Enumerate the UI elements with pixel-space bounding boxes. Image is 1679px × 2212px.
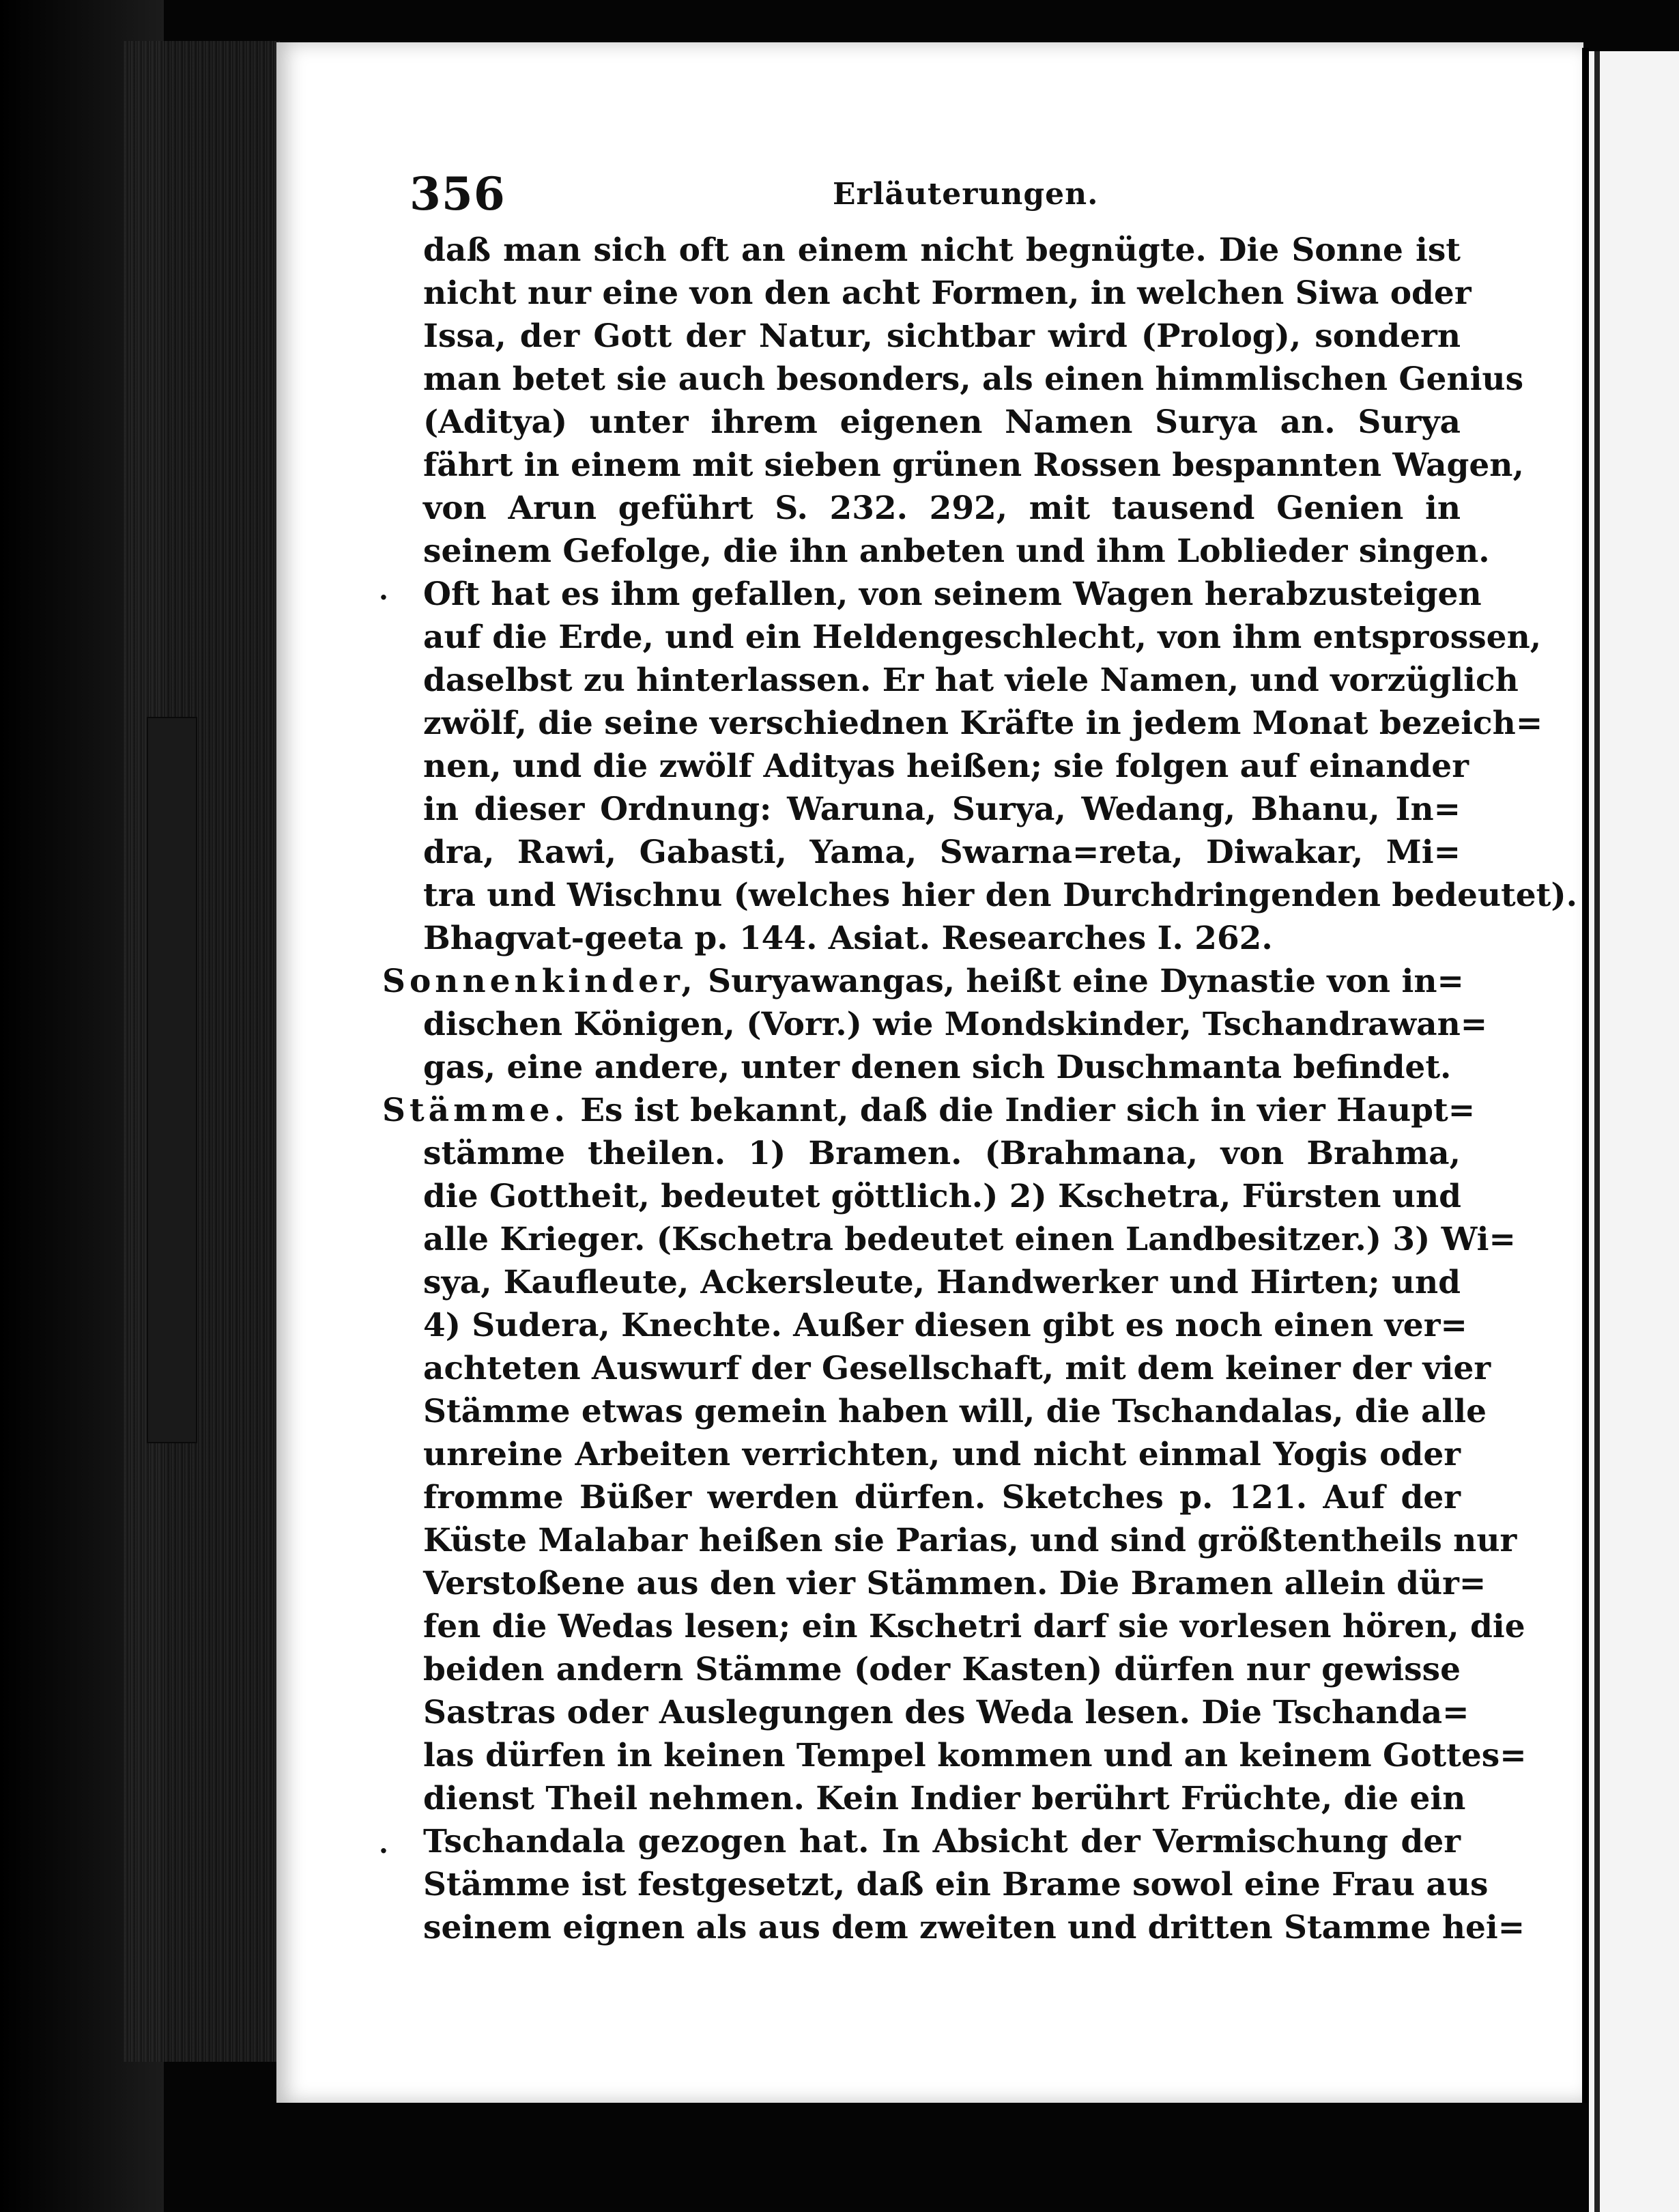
- text-line: [382, 1089, 1476, 1132]
- running-head: Erläuterungen.: [833, 177, 1099, 212]
- text-line: unreine Arbeiten verrichten, und nicht einmal Yogis oder: [423, 1436, 1461, 1473]
- page-number: 356: [410, 167, 506, 221]
- text-line: Bhagvat-geeta p. 144. Asiat. Researches I. 262.: [423, 920, 1273, 957]
- entry-term: Sonnenkinder,: [382, 963, 697, 1000]
- text-line: auf die Erde, und ein Heldengeschlecht, von ihm entsprossen,: [423, 619, 1542, 656]
- text-line: fromme Büßer werden dürfen. Sketches p. 121. Auf der: [423, 1479, 1461, 1516]
- text-line: dischen Königen, (Vorr.) wie Mondskinder, Tschandrawan=: [423, 1006, 1488, 1043]
- text-line: man betet sie auch besonders, als einen himmlischen Genius: [423, 360, 1524, 398]
- margin-dot: ·: [379, 1835, 388, 1867]
- text-line: (Aditya) unter ihrem eigenen Namen Surya an. Surya: [423, 403, 1461, 441]
- text-line: von Arun geführt S. 232. 292, mit tausend Genien in: [423, 490, 1461, 527]
- text-line: fen die Wedas lesen; ein Kschetri darf sie vorlesen hören, die: [423, 1608, 1525, 1645]
- text-line: daselbst zu hinterlassen. Er hat viele Namen, und vorzüglich: [423, 662, 1519, 699]
- facing-page-shadow: [1594, 51, 1600, 2212]
- text-line: dra, Rawi, Gabasti, Yama, Swarna=reta, Diwakar, Mi=: [423, 834, 1461, 871]
- text-line: Verstoßene aus den vier Stämmen. Die Bramen allein dür=: [423, 1565, 1487, 1602]
- text-line: seinem Gefolge, die ihn anbeten und ihm Loblieder singen.: [423, 533, 1490, 570]
- page-body-text: [382, 229, 1577, 1949]
- text-line: Sastras oder Auslegungen des Weda lesen. Die Tschanda=: [423, 1694, 1469, 1731]
- text-line: beiden andern Stämme (oder Kasten) dürfen nur gewisse: [423, 1651, 1461, 1688]
- text-line: Tschandala gezogen hat. In Absicht der Vermischung der: [423, 1823, 1461, 1860]
- text-line: Oft hat es ihm gefallen, von seinem Wagen herabzusteigen: [423, 576, 1482, 613]
- text-line: seinem eignen als aus dem zweiten und dritten Stamme hei=: [423, 1909, 1525, 1946]
- text-line-content: Suryawangas, heißt eine Dynastie von in=: [708, 963, 1464, 1000]
- page-gutter-shadow: [1582, 48, 1589, 2103]
- text-line: alle Krieger. (Kschetra bedeutet einen Landbesitzer.) 3) Wi=: [423, 1221, 1516, 1258]
- text-line: tra und Wischnu (welches hier den Durchdringenden bedeutet).: [423, 877, 1577, 914]
- spine-label: [147, 717, 197, 1443]
- entry-term: Stämme.: [382, 1092, 569, 1129]
- text-line-content: Es ist bekannt, daß die Indier sich in vier Haupt=: [580, 1092, 1476, 1129]
- text-line: [382, 960, 1464, 1003]
- text-line: in dieser Ordnung: Waruna, Surya, Wedang, Bhanu, In=: [423, 791, 1461, 828]
- margin-dot: ·: [379, 582, 388, 614]
- paragraph-intro: [423, 229, 1577, 960]
- text-line: las dürfen in keinen Tempel kommen und an keinem Gottes=: [423, 1737, 1527, 1774]
- text-line: Issa, der Gott der Natur, sichtbar wird (Prolog), sondern: [423, 317, 1461, 355]
- paragraph-staemme: [382, 1089, 1527, 1949]
- text-line: Küste Malabar heißen sie Parias, und sind größtentheils nur: [423, 1522, 1517, 1559]
- text-line: Stämme etwas gemein haben will, die Tschandalas, die alle: [423, 1393, 1487, 1430]
- text-line: Stämme ist festgesetzt, daß ein Brame sowol eine Frau aus: [423, 1866, 1489, 1903]
- text-line: nen, und die zwölf Adityas heißen; sie folgen auf einander: [423, 748, 1469, 785]
- text-line: 4) Sudera, Knechte. Außer diesen gibt es noch einen ver=: [423, 1307, 1467, 1344]
- paragraph-sonnenkinder: [382, 960, 1488, 1089]
- text-line: nicht nur eine von den acht Formen, in welchen Siwa oder: [423, 274, 1472, 312]
- text-line: die Gottheit, bedeutet göttlich.) 2) Kschetra, Fürsten und: [423, 1178, 1461, 1215]
- page-header: [410, 167, 1474, 229]
- text-line: dienst Theil nehmen. Kein Indier berührt Früchte, die ein: [423, 1780, 1466, 1817]
- text-line: fährt in einem mit sieben grünen Rossen bespannten Wagen,: [423, 446, 1524, 484]
- text-line: daß man sich oft an einem nicht begnügte. Die Sonne ist: [423, 231, 1461, 269]
- text-line: gas, eine andere, unter denen sich Duschmanta befindet.: [423, 1049, 1452, 1086]
- text-line: sya, Kaufleute, Ackersleute, Handwerker und Hirten; und: [423, 1264, 1461, 1301]
- text-line: achteten Auswurf der Gesellschaft, mit dem keiner der vier: [423, 1350, 1491, 1387]
- text-line: zwölf, die seine verschiednen Kräfte in jedem Monat bezeich=: [423, 705, 1543, 742]
- text-line: stämme theilen. 1) Bramen. (Brahmana, von Brahma,: [423, 1135, 1461, 1172]
- facing-page-edge: [1589, 51, 1679, 2212]
